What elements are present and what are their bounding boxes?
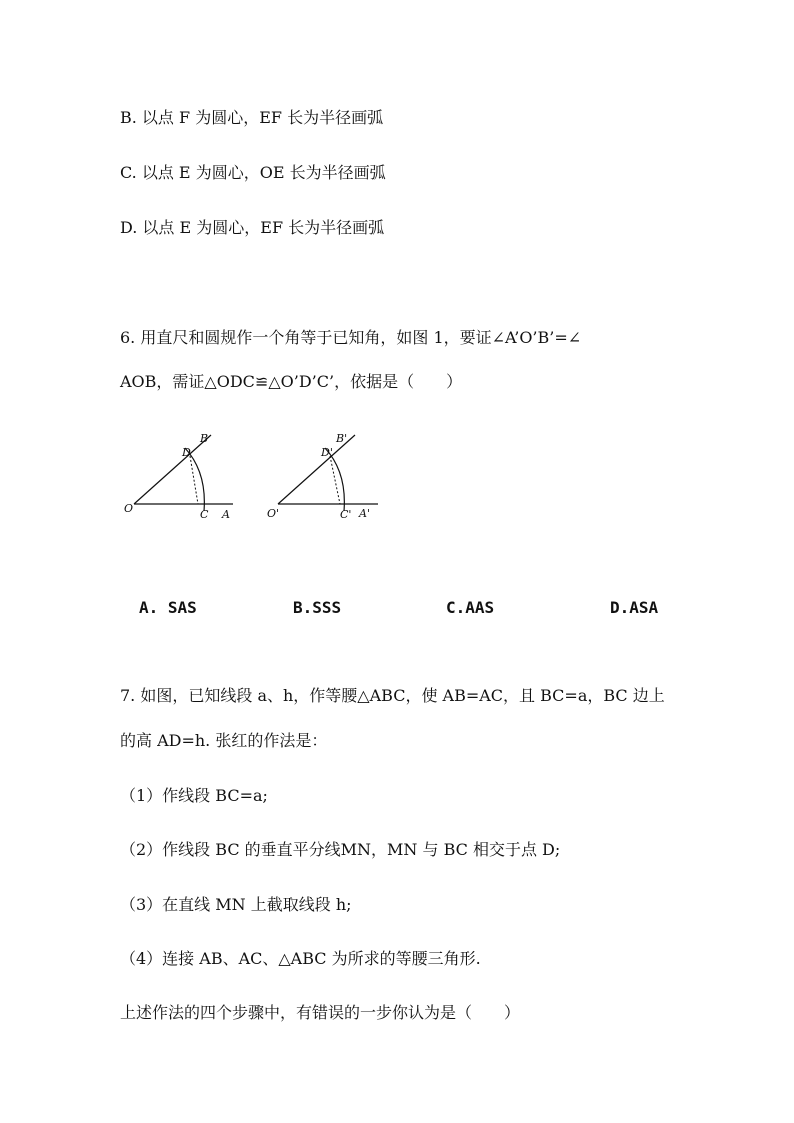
figure-original-angle bbox=[124, 432, 233, 521]
angle-construction-figure bbox=[118, 425, 388, 525]
question-7-line-2: 的高 AD=h. 张红的作法是： bbox=[120, 731, 328, 750]
label-b: B bbox=[200, 432, 209, 445]
question-7-prompt: 上述作法的四个步骤中，有错误的一步你认为是（ ） bbox=[120, 1003, 521, 1022]
label-c: C bbox=[200, 508, 209, 521]
question-6-line-2: AOB，需证△ODC≌△O’D’C’，依据是（ ） bbox=[120, 372, 463, 391]
option-d-q5: D. 以点 E 为圆心，EF 长为半径画弧 bbox=[120, 218, 385, 237]
question-7-line-1: 7. 如图，已知线段 a、h，作等腰△ABC，使 AB=AC，且 BC=a，BC 边上 bbox=[120, 686, 665, 705]
label-c-prime: C' bbox=[340, 508, 352, 521]
option-a-q6: A. SAS bbox=[139, 598, 197, 617]
option-b-q5: B. 以点 F 为圆心，EF 长为半径画弧 bbox=[120, 108, 384, 127]
label-d: D bbox=[182, 446, 191, 459]
option-b-q6: B.SSS bbox=[293, 598, 342, 617]
question-7-step-3: （3）在直线 MN 上截取线段 h; bbox=[120, 895, 352, 914]
label-a-prime: A' bbox=[359, 507, 370, 520]
label-o-prime: O' bbox=[267, 507, 280, 520]
figure-copied-angle bbox=[267, 432, 378, 521]
option-c-q5: C. 以点 E 为圆心，OE 长为半径画弧 bbox=[120, 163, 386, 182]
question-7-step-1: （1）作线段 BC=a; bbox=[120, 786, 268, 805]
label-o: O bbox=[124, 502, 134, 515]
question-7-step-4: （4）连接 AB、AC、△ABC 为所求的等腰三角形. bbox=[120, 949, 481, 968]
option-c-q6: C.AAS bbox=[446, 598, 495, 617]
label-b-prime: B' bbox=[336, 432, 348, 445]
question-7-step-2: （2）作线段 BC 的垂直平分线MN，MN 与 BC 相交于点 D; bbox=[120, 840, 561, 859]
ray-ob bbox=[134, 435, 211, 504]
dashed-segment-dc bbox=[190, 456, 198, 504]
label-d-prime: D' bbox=[321, 446, 333, 459]
question-6-line-1: 6. 用直尺和圆规作一个角等于已知角，如图 1，要证∠A’O’B’=∠ bbox=[120, 328, 582, 347]
question-6-options bbox=[0, 598, 794, 620]
option-d-q6: D.ASA bbox=[610, 598, 659, 617]
label-a: A bbox=[222, 508, 230, 521]
